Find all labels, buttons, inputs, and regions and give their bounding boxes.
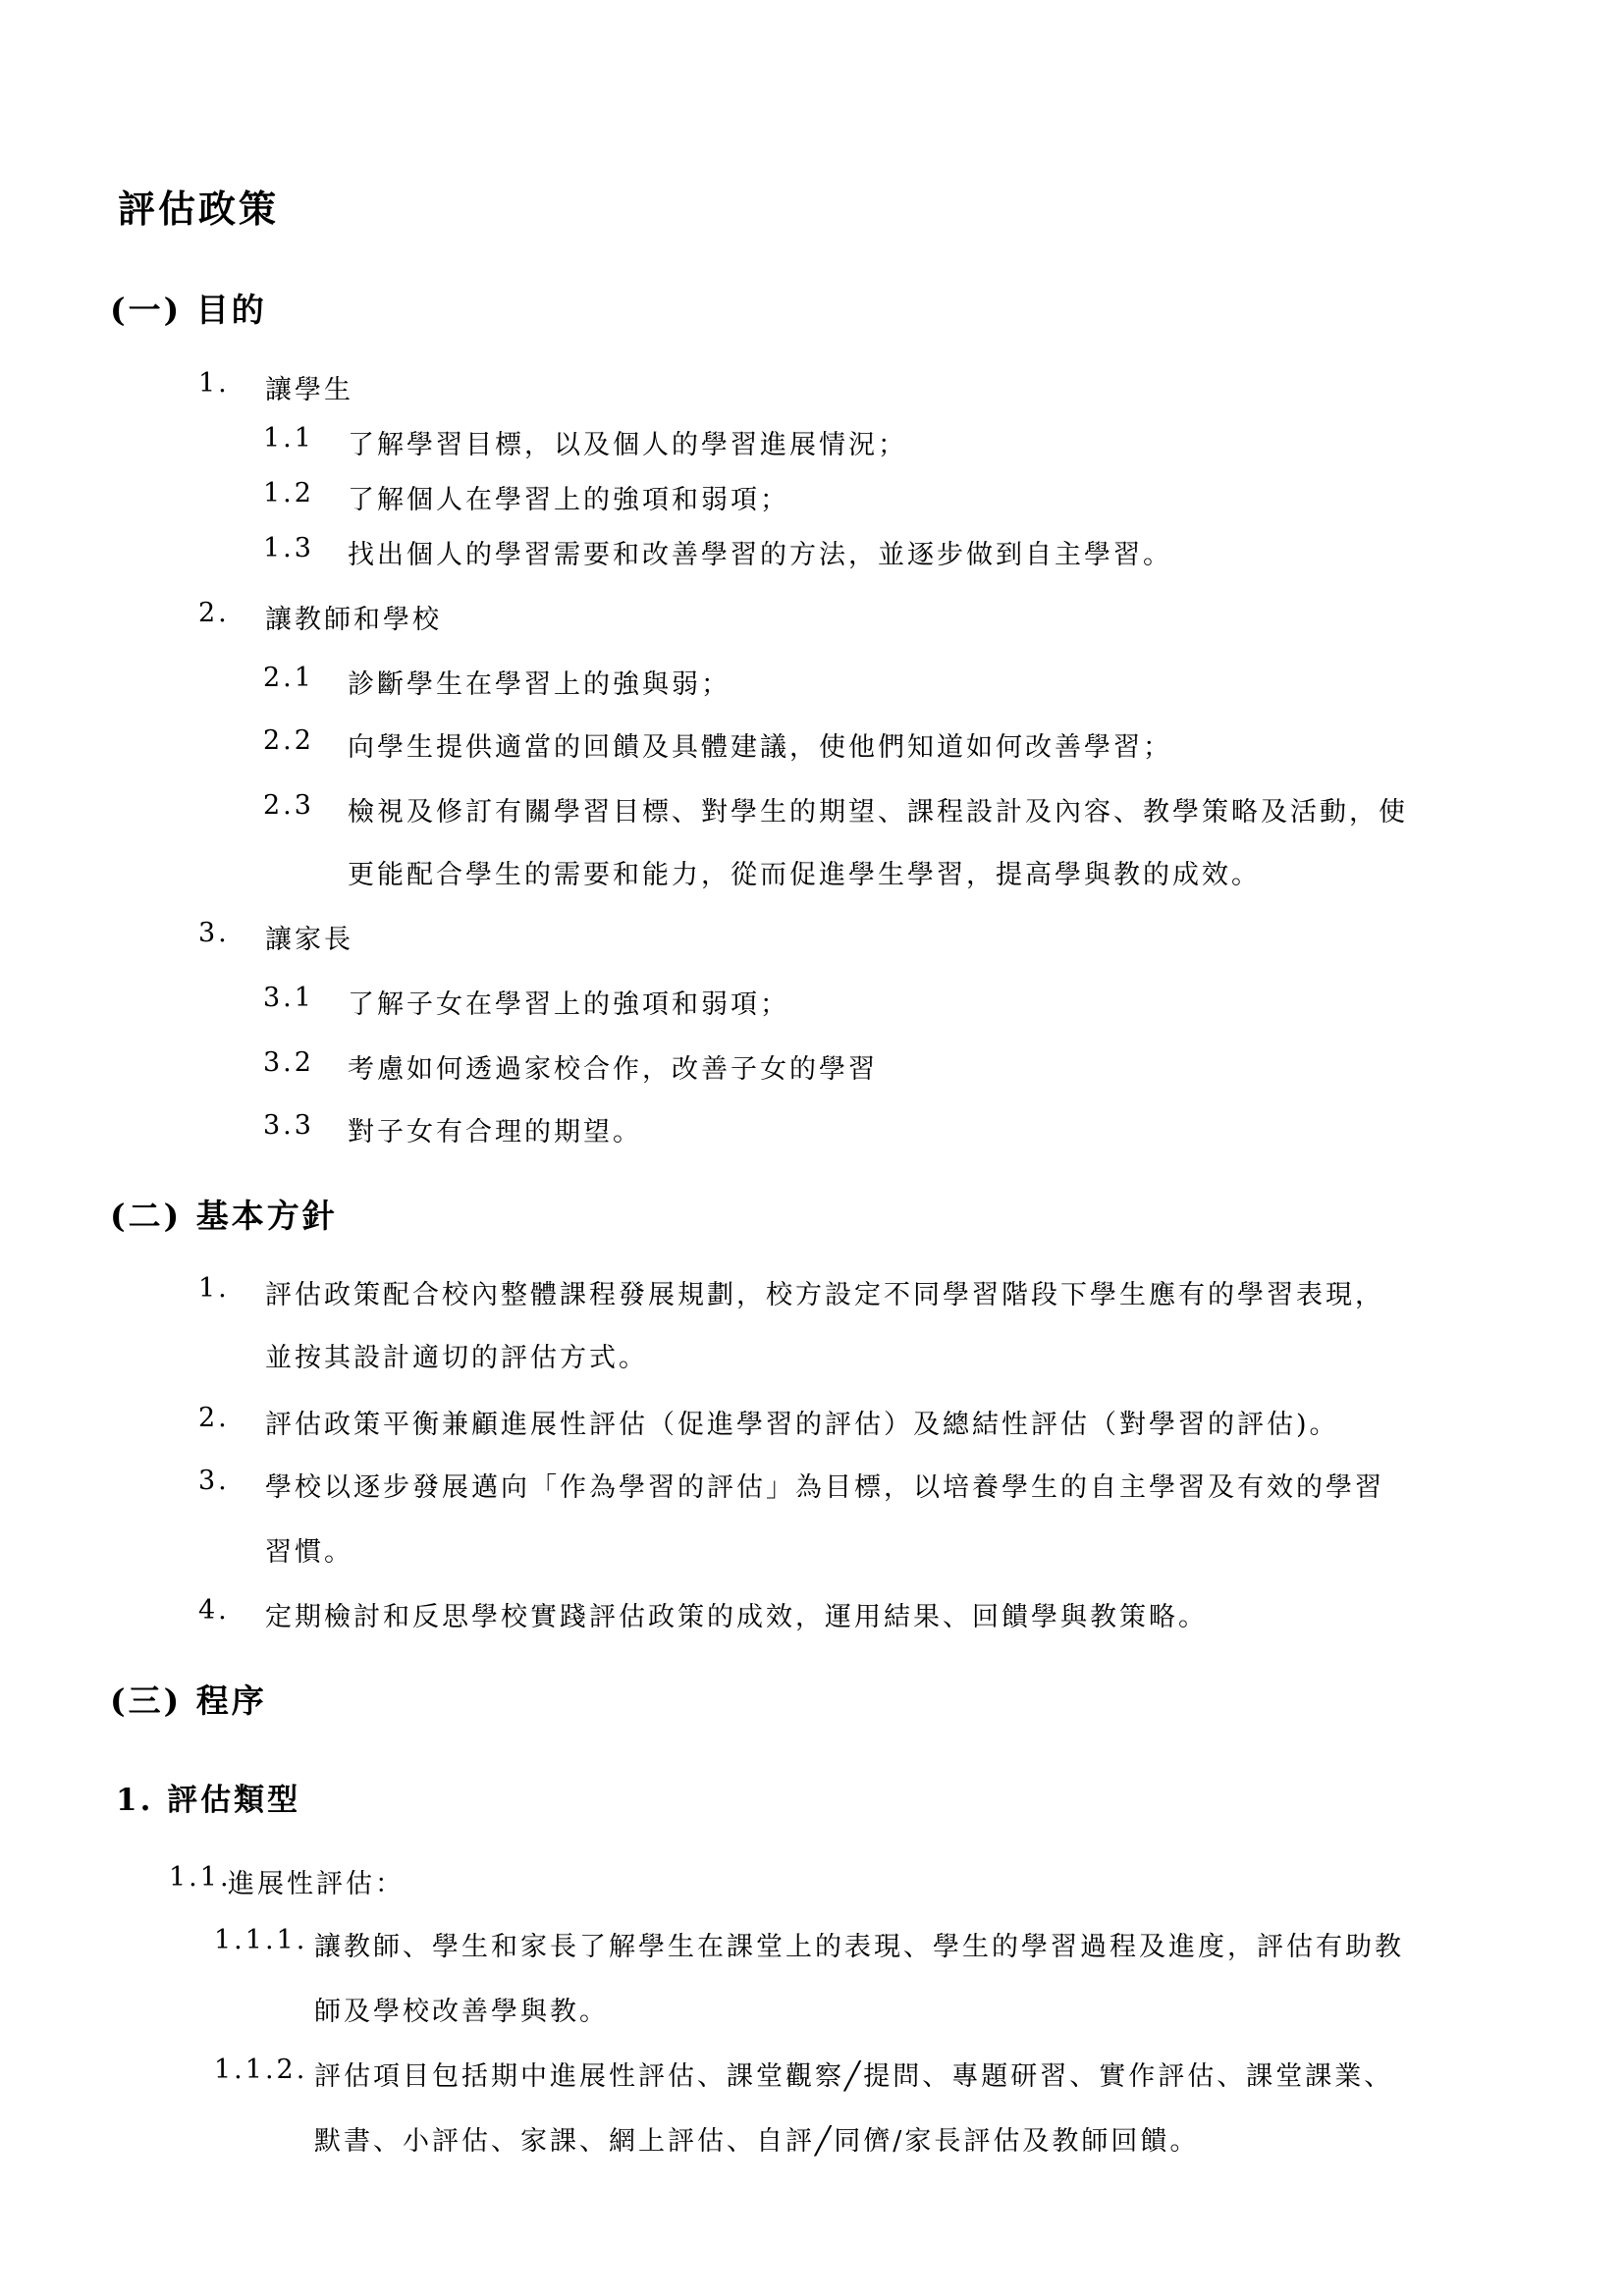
item-text: 評估政策配合校內整體課程發展規劃，校方設定不同學習階段下學生應有的學習表現， (265, 1280, 1384, 1310)
sub-item-text: 向學生提供適當的回饋及具體建議，使他們知道如何改善學習； (348, 732, 1172, 763)
sub-item-text: 考慮如何透過家校合作，改善子女的學習 (348, 1054, 878, 1085)
item-number: 1. (198, 1273, 230, 1304)
item-number: 2. (198, 598, 230, 628)
sub-item-text: 了解個人在學習上的強項和弱項； (348, 485, 789, 515)
item-text: 學校以逐步發展邁向「作為學習的評估」為目標，以培養學生的自主學習及有效的學習 (265, 1472, 1384, 1503)
sub-item-number: 1.1.2. (214, 2055, 308, 2085)
sub-item-number: 2.3 (263, 790, 314, 821)
sub-item-text: 了解子女在學習上的強項和弱項； (348, 989, 789, 1020)
section-heading-procedures: (三) 程序 (110, 1682, 267, 1720)
sub-item-number: 1.1 (263, 423, 314, 454)
item-number: 4. (198, 1595, 230, 1626)
sub-item-text: 了解學習目標，以及個人的學習進展情況； (348, 430, 907, 460)
item-number: 3. (198, 1466, 230, 1496)
sub-item-number: 3.3 (263, 1110, 314, 1141)
sub-item-text: 讓教師、學生和家長了解學生在課堂上的表現、學生的學習過程及進度，評估有助教 (314, 1932, 1404, 1962)
sub-item-text: 診斷學生在學習上的強與弱； (348, 669, 731, 700)
item-text: 讓教師和學校 (265, 605, 442, 635)
sub-item-text: 對子女有合理的期望。 (348, 1117, 642, 1148)
sub-item-number: 2.1 (263, 663, 314, 693)
item-text: 進展性評估： (228, 1869, 405, 1899)
page-title: 評估政策 (118, 187, 280, 231)
section-heading-principles: (二) 基本方針 (110, 1197, 338, 1235)
sub-item-text: 找出個人的學習需要和改善學習的方法，並逐步做到自主學習。 (348, 540, 1172, 570)
item-text: 讓家長 (265, 925, 353, 955)
item-text-continued: 並按其設計適切的評估方式。 (265, 1343, 648, 1373)
section-heading-purpose: (一) 目的 (110, 291, 267, 329)
sub-item-text: 檢視及修訂有關學習目標、對學生的期望、課程設計及內容、教學策略及活動，使 (348, 797, 1408, 828)
item-text: 讓學生 (265, 375, 353, 405)
sub-item-number: 3.2 (263, 1047, 314, 1078)
sub-item-number: 3.1 (263, 983, 314, 1013)
sub-item-number: 1.3 (263, 533, 314, 563)
item-text: 評估政策平衡兼顧進展性評估（促進學習的評估）及總結性評估（對學習的評估)。 (265, 1410, 1339, 1440)
item-text-continued: 習慣。 (265, 1537, 353, 1568)
item-number: 1. (198, 368, 230, 399)
item-number: 2. (198, 1403, 230, 1433)
item-number: 3. (198, 918, 230, 948)
sub-item-number: 1.2 (263, 478, 314, 508)
subsection-heading-assessment-types: 1. 評估類型 (116, 1783, 301, 1818)
item-text: 定期檢討和反思學校實踐評估政策的成效，運用結果、回饋學與教策略。 (265, 1602, 1208, 1632)
sub-item-text-continued: 師及學校改善學與教。 (314, 1997, 609, 2027)
sub-item-number: 2.2 (263, 725, 314, 756)
sub-item-text-continued: 更能配合學生的需要和能力，從而促進學生學習，提高學與教的成效。 (348, 860, 1261, 890)
sub-item-text-continued: 默書、小評估、家課、網上評估、自評╱同儕/家長評估及教師回饋。 (314, 2126, 1200, 2157)
sub-item-number: 1.1.1. (214, 1925, 308, 1955)
sub-item-text: 評估項目包括期中進展性評估、課堂觀察╱提問、專題研習、實作評估、課堂課業、 (314, 2061, 1394, 2092)
item-number: 1.1. (169, 1862, 232, 1893)
